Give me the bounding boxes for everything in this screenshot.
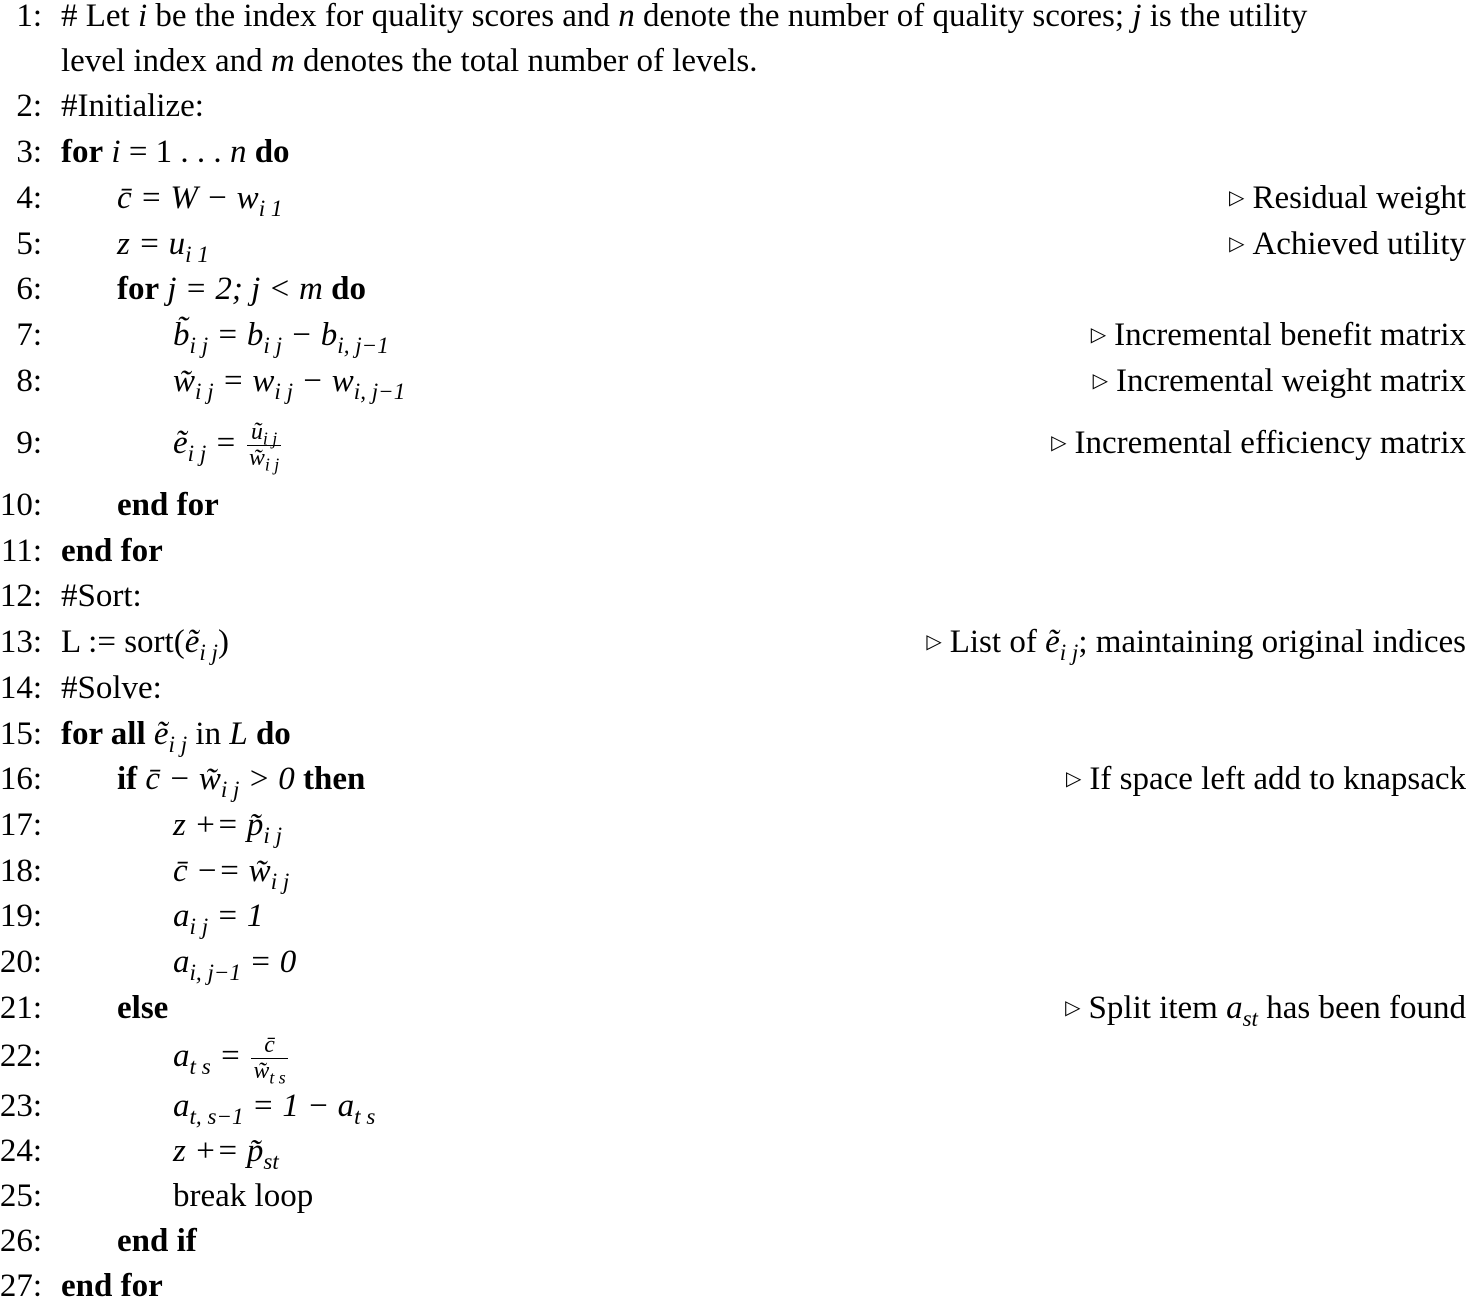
line-text: break loop bbox=[173, 1178, 314, 1214]
comment-triangle-icon: ▷ bbox=[926, 631, 942, 653]
line-number: 12: bbox=[0, 578, 42, 614]
line-text: $a_{i j} = 1$ bbox=[173, 898, 264, 940]
line-text: ẽ$_{i j}$ = $\frac{ũ_{i j}}{w̃_{i j}}$ bbox=[173, 418, 280, 475]
line-number: 27: bbox=[0, 1268, 42, 1304]
line-number: 26: bbox=[0, 1223, 42, 1259]
comment-triangle-icon: ▷ bbox=[1066, 768, 1082, 790]
line-text: $a_{t s}$ = $\frac{c̄}{w̃_{t s}}$ bbox=[173, 1031, 286, 1088]
comment-triangle-icon: ▷ bbox=[1051, 432, 1067, 454]
line-number: 15: bbox=[0, 716, 42, 752]
line-text: L := sort(ẽ$_{i j}$) bbox=[61, 624, 229, 666]
line-number: 3: bbox=[16, 134, 42, 170]
line-text: c̄ −= $w̃_{i j}$ bbox=[173, 853, 290, 895]
line-number: 18: bbox=[0, 853, 42, 889]
line-text: $a_{i, j-1} = 0$ bbox=[173, 944, 297, 986]
line-comment: ▷ Incremental weight matrix bbox=[1092, 363, 1466, 399]
line-comment: ▷ Achieved utility bbox=[1229, 226, 1466, 262]
line-text: end if bbox=[117, 1223, 197, 1259]
line-number: 7: bbox=[16, 317, 42, 353]
fraction: $\frac{ũ_{i j}}{w̃_{i j}}$ bbox=[249, 418, 280, 475]
line-number: 5: bbox=[16, 226, 42, 262]
line-text: for j = 2; j < m do bbox=[117, 271, 366, 307]
line-number: 9: bbox=[16, 425, 42, 461]
fraction: $\frac{c̄}{w̃_{t s}}$ bbox=[253, 1031, 286, 1088]
line-text: #Sort: bbox=[61, 578, 142, 614]
line-number: 20: bbox=[0, 944, 42, 980]
comment-triangle-icon: ▷ bbox=[1092, 370, 1108, 392]
line-comment: ▷ Incremental benefit matrix bbox=[1090, 317, 1466, 353]
comment-triangle-icon: ▷ bbox=[1090, 324, 1107, 346]
line-number: 23: bbox=[0, 1088, 42, 1124]
line-text: $a_{t, s-1} = 1 - a_{t s}$ bbox=[173, 1088, 376, 1130]
line-number: 17: bbox=[0, 807, 42, 843]
line-text: end for bbox=[61, 533, 163, 569]
line-number: 4: bbox=[16, 180, 42, 216]
line-text: $z = u_{i 1}$ bbox=[117, 226, 209, 268]
line-number: 8: bbox=[16, 363, 42, 399]
line-number: 22: bbox=[0, 1038, 42, 1074]
line-text: end for bbox=[61, 1268, 163, 1304]
line-text: $b̃_{i j} = b_{i j} - b_{i, j-1}$ bbox=[173, 317, 389, 359]
line-text: end for bbox=[117, 487, 219, 523]
line-comment: ▷ List of ẽ$_{i j}$; maintaining original indices bbox=[926, 624, 1466, 666]
line-number: 14: bbox=[0, 670, 42, 706]
line-number: 19: bbox=[0, 898, 42, 934]
line-text: c̄ = $W - w_{i 1}$ bbox=[117, 180, 283, 222]
line-text: for all ẽ$_{i j}$ in L do bbox=[61, 716, 291, 758]
line-number: 6: bbox=[16, 271, 42, 307]
line-text: #Solve: bbox=[61, 670, 162, 706]
line-comment: ▷ Split item $a_{st}$ has been found bbox=[1065, 990, 1466, 1032]
line-comment: ▷ Incremental efficiency matrix bbox=[1051, 412, 1466, 474]
line-text: $w̃_{i j} = w_{i j} - w_{i, j-1}$ bbox=[173, 363, 406, 405]
comment-triangle-icon: ▷ bbox=[1229, 187, 1245, 209]
line-text: for i = 1 . . . n do bbox=[61, 134, 290, 170]
line-number: 24: bbox=[0, 1133, 42, 1169]
line-number: 10: bbox=[0, 487, 42, 523]
line-text: $z += p̃_{st}$ bbox=[173, 1133, 279, 1175]
comment-triangle-icon: ▷ bbox=[1065, 997, 1081, 1019]
line-number: 11: bbox=[1, 533, 42, 569]
line-text: level index and m denotes the total number of levels. bbox=[61, 43, 758, 79]
line-text: else bbox=[117, 990, 169, 1026]
line-number: 13: bbox=[0, 624, 42, 660]
line-text: # Let i be the index for quality scores and n denote the number of quality scores; j is the utility bbox=[61, 0, 1308, 34]
comment-triangle-icon: ▷ bbox=[1229, 233, 1245, 255]
line-number: 2: bbox=[16, 88, 42, 124]
line-comment: ▷ Residual weight bbox=[1229, 180, 1466, 216]
line-number: 25: bbox=[0, 1178, 42, 1214]
line-number: 1: bbox=[16, 0, 42, 34]
line-text: if c̄ − $w̃_{i j} > 0$ then bbox=[117, 761, 366, 803]
line-text: $z += p̃_{i j}$ bbox=[173, 807, 282, 849]
line-number: 21: bbox=[0, 990, 42, 1026]
line-text: #Initialize: bbox=[61, 88, 204, 124]
line-comment: ▷ If space left add to knapsack bbox=[1066, 761, 1466, 797]
line-number: 16: bbox=[0, 761, 42, 797]
